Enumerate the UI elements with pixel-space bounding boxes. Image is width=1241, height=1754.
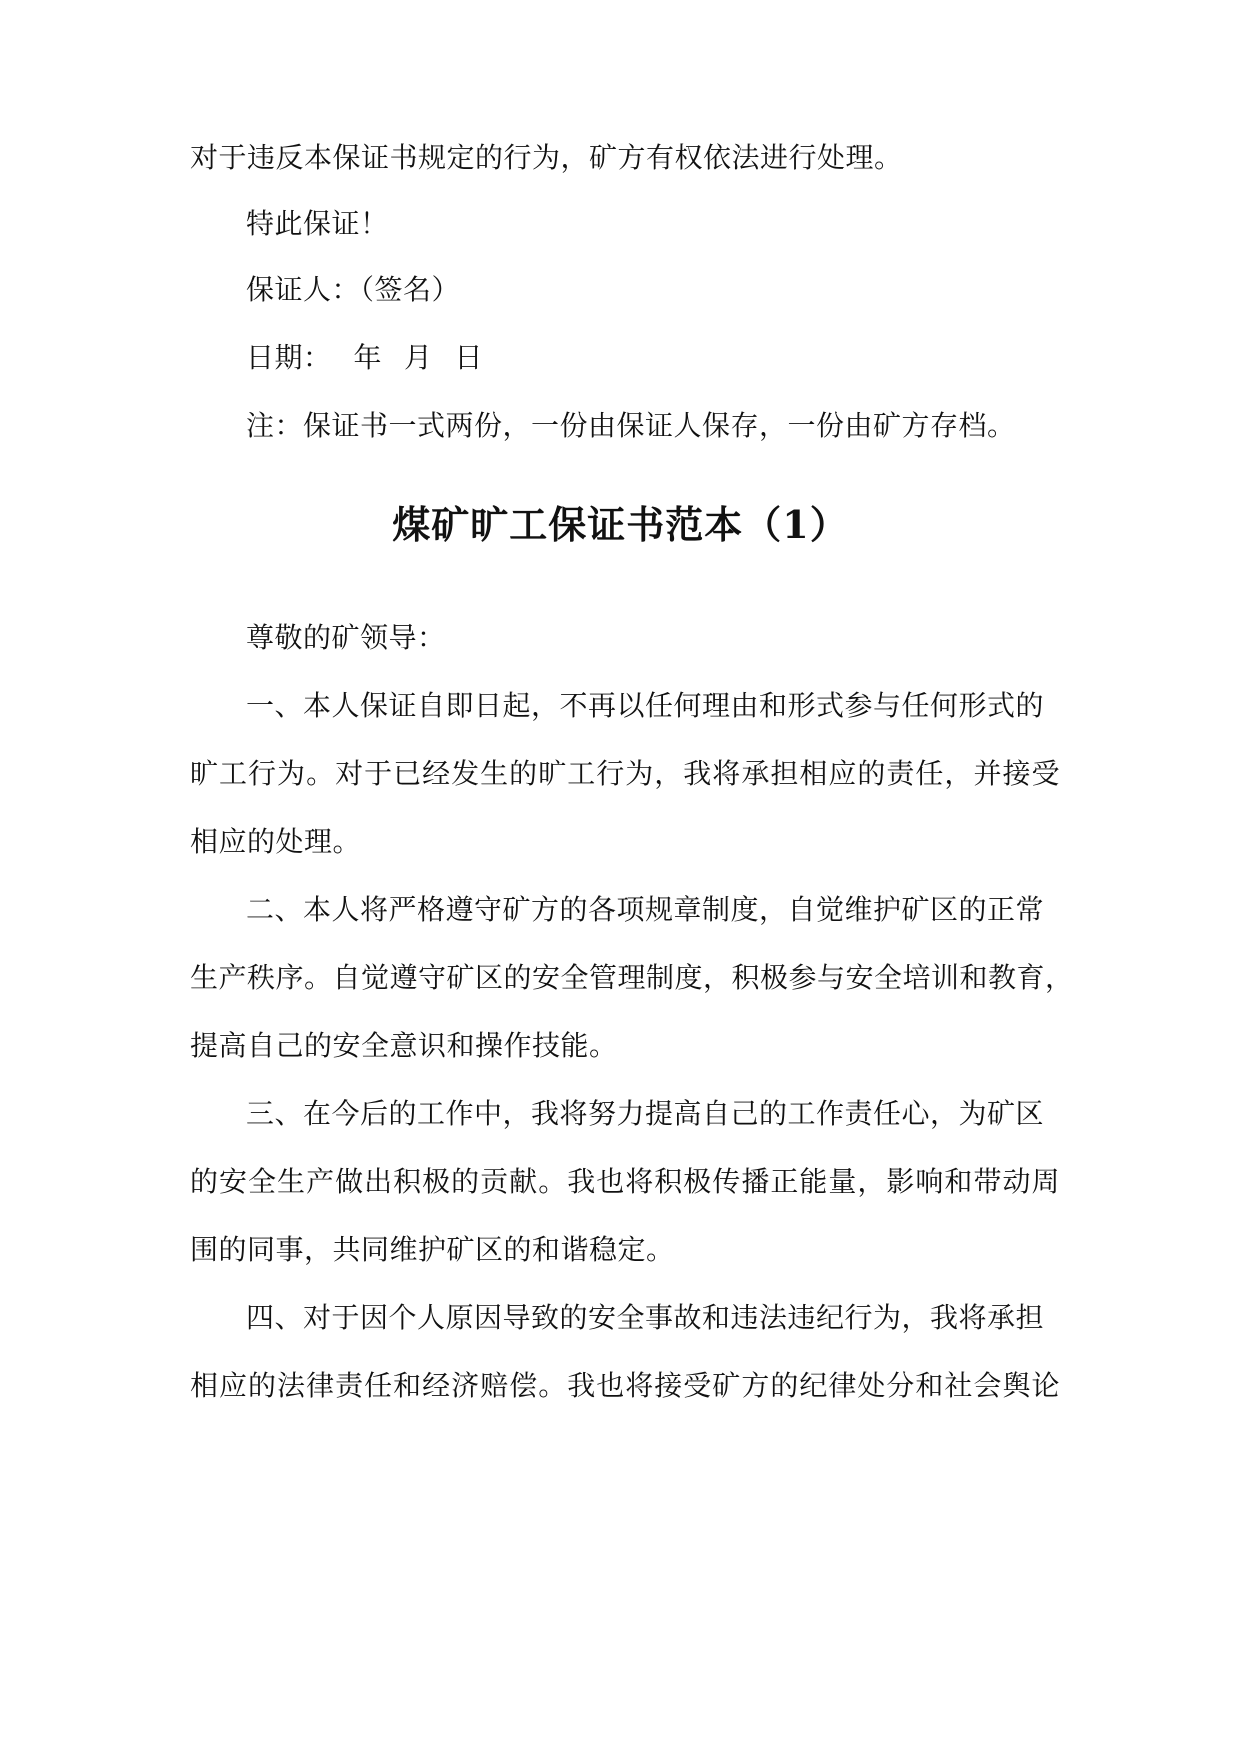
date-label: 日期： xyxy=(246,341,332,374)
date-line xyxy=(246,338,1116,378)
paragraph-line: 的安全生产做出积极的贡献。我也将积极传播正能量，影响和带动周 xyxy=(190,1165,1060,1198)
paragraph-line: 相应的处理。 xyxy=(190,825,362,858)
paragraph-line: 一、本人保证自即日起，不再以任何理由和形式参与任何形式的 xyxy=(246,689,1045,722)
paragraph-line: 二、本人将严格遵守矿方的各项规章制度，自觉维护矿区的正常 xyxy=(246,893,1045,926)
continuation-line: 对于违反本保证书规定的行为，矿方有权依法进行处理。 xyxy=(190,141,903,174)
paragraph-line: 旷工行为。对于已经发生的旷工行为，我将承担相应的责任，并接受 xyxy=(190,757,1060,790)
closing-statement: 特此保证！ xyxy=(246,207,389,240)
paragraph-line: 相应的法律责任和经济赔偿。我也将接受矿方的纪律处分和社会舆论 xyxy=(190,1369,1060,1402)
date-month: 月 xyxy=(404,341,433,374)
salutation: 尊敬的矿领导： xyxy=(246,621,446,654)
paragraph-line: 围的同事，共同维护矿区的和谐稳定。 xyxy=(190,1233,675,1266)
date-day: 日 xyxy=(454,341,484,374)
signer-label: 保证人：（签名） xyxy=(246,273,461,306)
paragraph-line: 三、在今后的工作中，我将努力提高自己的工作责任心，为矿区 xyxy=(246,1097,1045,1130)
storage-note: 注：保证书一式两份，一份由保证人保存，一份由矿方存档。 xyxy=(246,409,1016,442)
paragraph-line: 四、对于因个人原因导致的安全事故和违法违纪行为，我将承担 xyxy=(246,1301,1045,1334)
document-title: 煤矿旷工保证书范本（1） xyxy=(392,502,849,547)
paragraph-line: 提高自己的安全意识和操作技能。 xyxy=(190,1029,618,1062)
date-year: 年 xyxy=(353,341,383,374)
paragraph-line: 生产秩序。自觉遵守矿区的安全管理制度，积极参与安全培训和教育， xyxy=(190,961,1074,994)
